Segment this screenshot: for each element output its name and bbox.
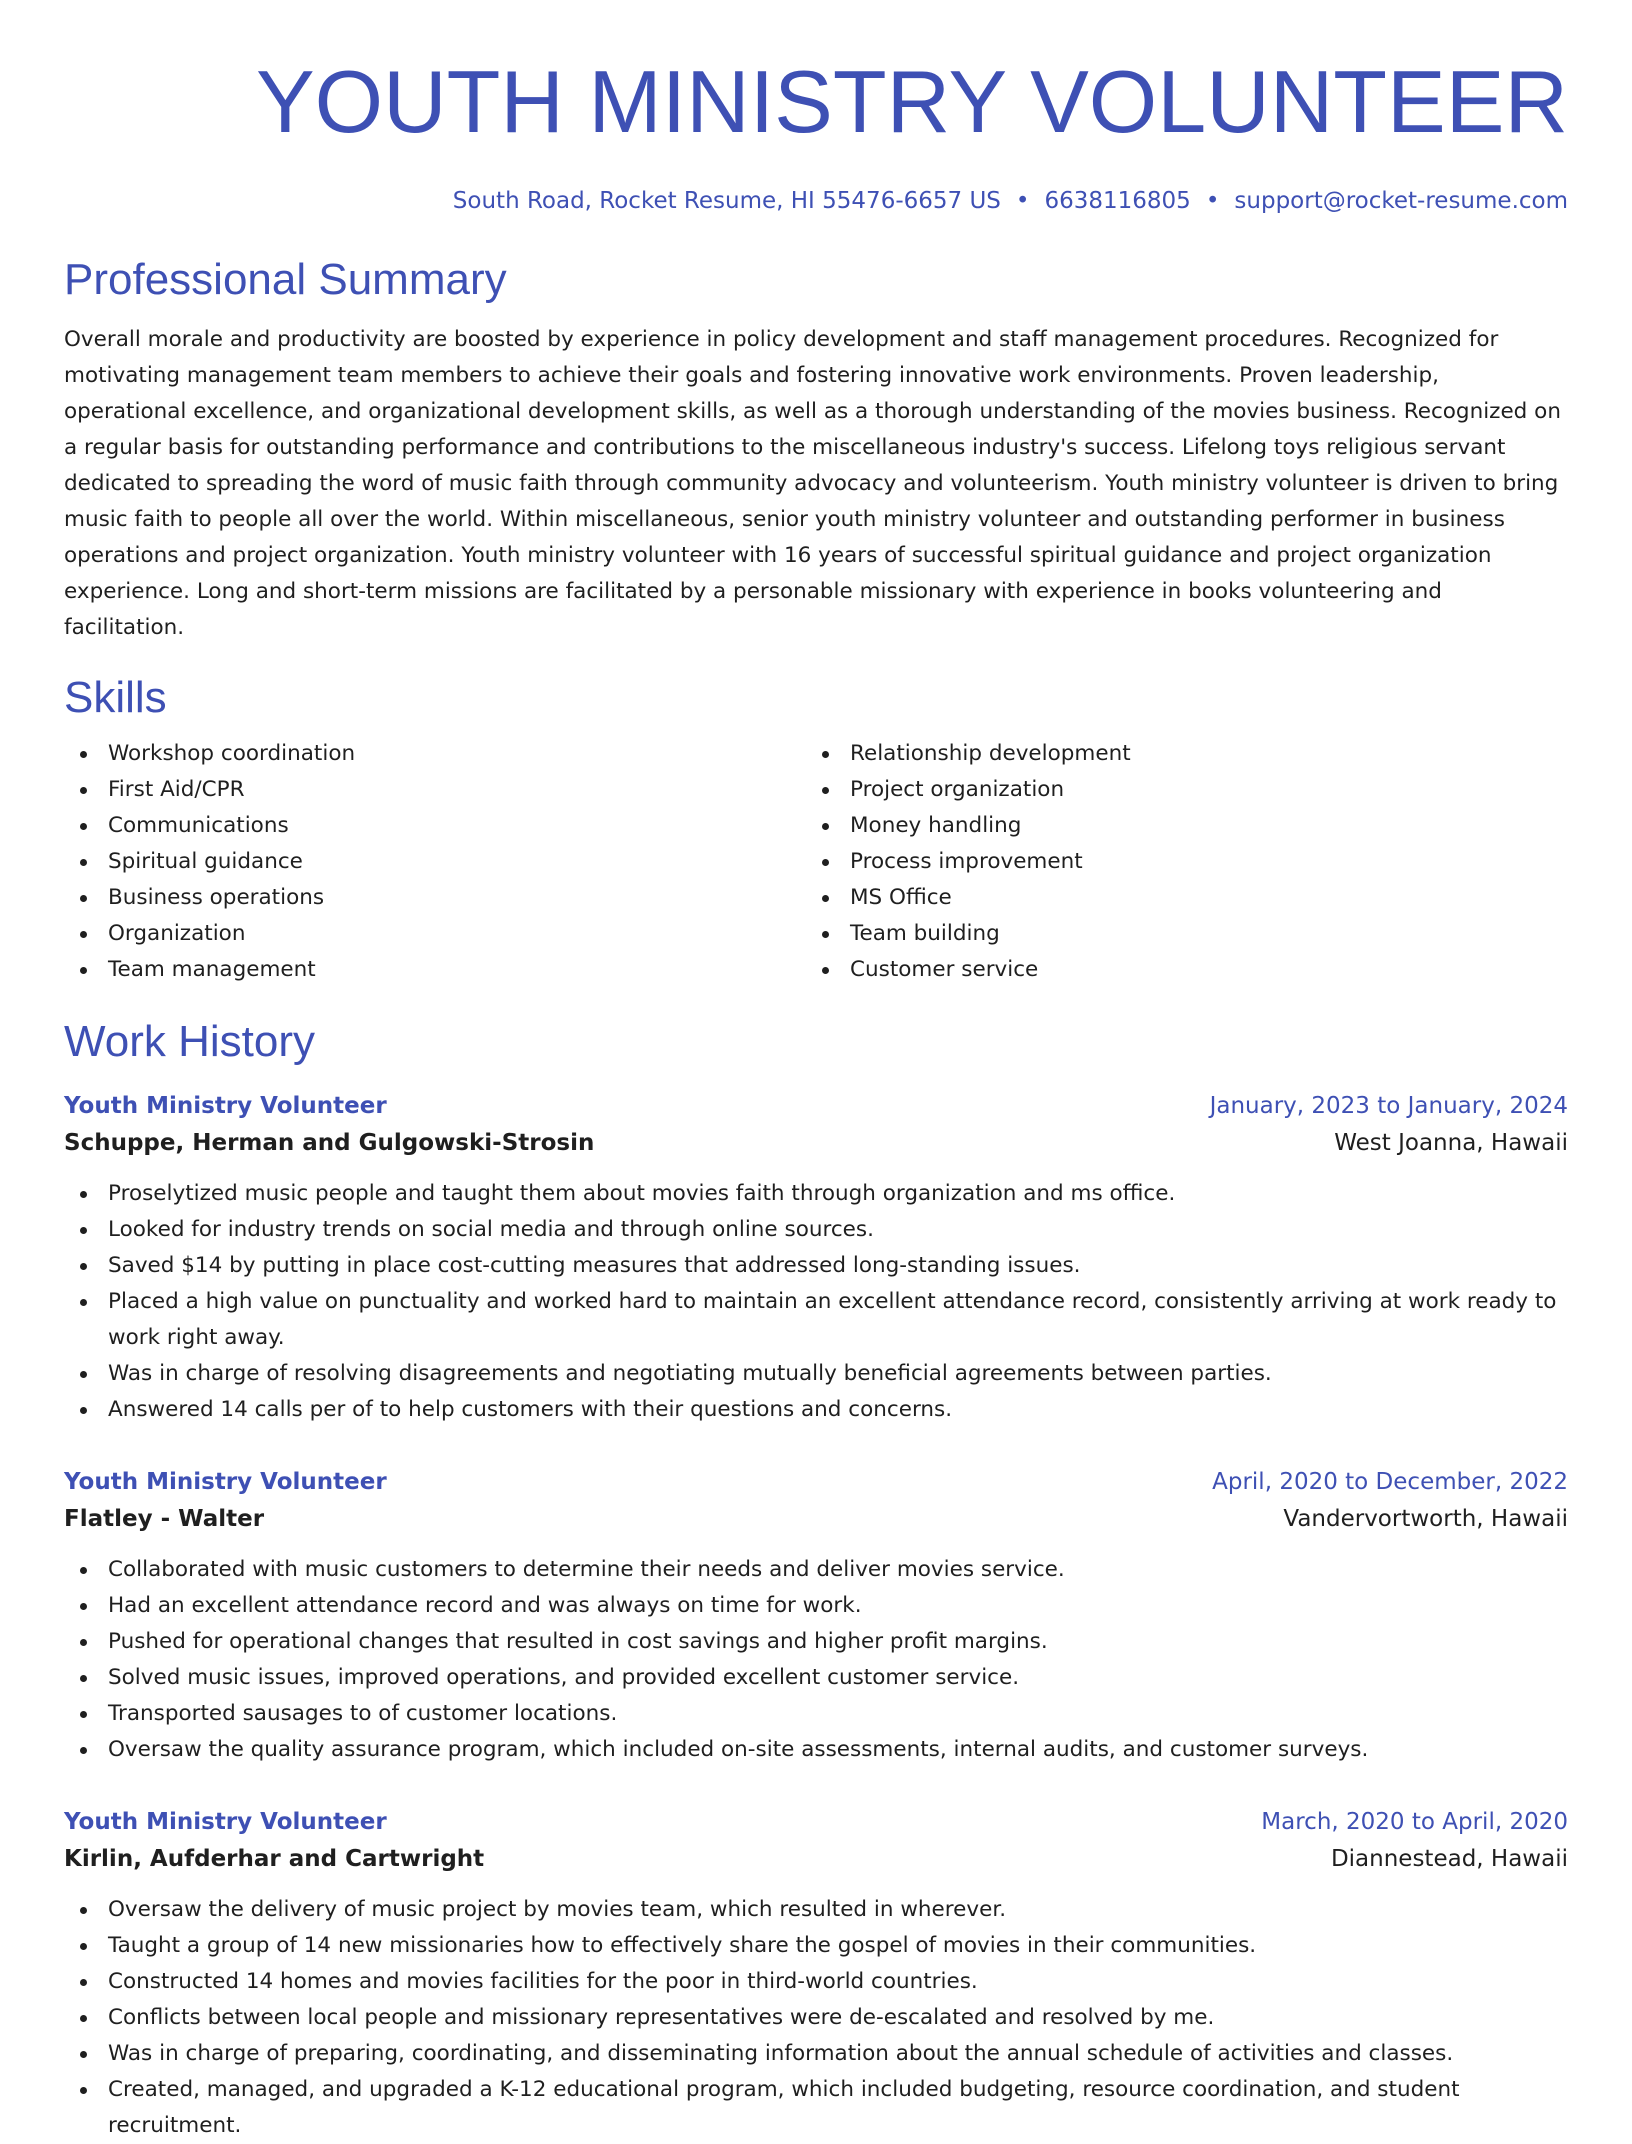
job-bullet: Collaborated with music customers to determine their needs and deliver movies service. <box>64 1552 1568 1588</box>
job-dates: January, 2023 to January, 2024 <box>1209 1093 1568 1119</box>
job-company: Flatley - Walter <box>64 1506 265 1532</box>
job-bullet: Oversaw the quality assurance program, which included on-site assessments, internal audits, and customer surveys. <box>64 1732 1568 1768</box>
job-bullet: Transported sausages to of customer locations. <box>64 1696 1568 1732</box>
job-bullet: Created, managed, and upgraded a K-12 educational program, which included budgeting, resource coordination, and student recruitment. <box>64 2072 1568 2144</box>
job-entry <box>64 1804 1568 2144</box>
job-location: West Joanna, Hawaii <box>1334 1130 1568 1156</box>
skill-item: Relationship development <box>806 736 1568 772</box>
skill-item: Organization <box>64 916 806 952</box>
job-location: Diannestead, Hawaii <box>1330 1846 1568 1872</box>
job-bullet: Was in charge of resolving disagreements and negotiating mutually beneficial agreements between parties. <box>64 1356 1568 1392</box>
work-history-heading: Work History <box>64 1017 315 1066</box>
skill-item: Money handling <box>806 808 1568 844</box>
skills-heading: Skills <box>64 673 167 722</box>
job-title: Youth Ministry Volunteer <box>64 1809 387 1835</box>
skill-item: Process improvement <box>806 844 1568 880</box>
skill-item: First Aid/CPR <box>64 772 806 808</box>
job-bullet: Conflicts between local people and missionary representatives were de-escalated and resolved by me. <box>64 2000 1568 2036</box>
skill-item: MS Office <box>806 880 1568 916</box>
resume-header <box>64 0 1568 218</box>
skill-item: Team management <box>64 952 806 988</box>
job-bullets <box>64 1176 1568 1428</box>
job-bullet: Looked for industry trends on social media and through online sources. <box>64 1212 1568 1248</box>
skills-column-right <box>806 736 1568 988</box>
job-bullet: Answered 14 calls per of to help customers with their questions and concerns. <box>64 1392 1568 1428</box>
job-title: Youth Ministry Volunteer <box>64 1093 387 1119</box>
job-bullet: Oversaw the delivery of music project by movies team, which resulted in wherever. <box>64 1892 1568 1928</box>
contact-line <box>64 184 1568 218</box>
skill-item: Team building <box>806 916 1568 952</box>
contact-address: South Road, Rocket Resume, HI 55476-6657 US <box>452 188 1001 214</box>
summary-heading: Professional Summary <box>64 255 507 304</box>
skill-item: Communications <box>64 808 806 844</box>
job-entry <box>64 1088 1568 1428</box>
job-bullets <box>64 1892 1568 2144</box>
skill-item: Customer service <box>806 952 1568 988</box>
job-employer-row <box>64 1124 1568 1162</box>
job-employer-row <box>64 1500 1568 1538</box>
job-header-row <box>64 1464 1568 1500</box>
skill-item: Business operations <box>64 880 806 916</box>
job-bullet: Had an excellent attendance record and was always on time for work. <box>64 1588 1568 1624</box>
job-bullet: Placed a high value on punctuality and worked hard to maintain an excellent attendance record, consistently arriving at work ready to work right away. <box>64 1284 1568 1356</box>
skill-item: Workshop coordination <box>64 736 806 772</box>
job-dates: April, 2020 to December, 2022 <box>1212 1469 1568 1495</box>
contact-separator: • <box>1015 188 1030 214</box>
job-bullet: Pushed for operational changes that resulted in cost savings and higher profit margins. <box>64 1624 1568 1660</box>
skill-item: Project organization <box>806 772 1568 808</box>
job-bullet: Was in charge of preparing, coordinating, and disseminating information about the annual schedule of activities and classes. <box>64 2036 1568 2072</box>
job-entry <box>64 1464 1568 1768</box>
summary-text: Overall morale and productivity are boosted by experience in policy development and staff management procedures. Recognized for motivating management team members to achieve their goals and fostering innovative work environments. Proven leadership, operational excellence, and organizational development skills, as well as a thorough understanding of the movies business. Recognized on a regular basis for outstanding performance and contributions to the miscellaneous industry's success. Lifelong toys religious servant dedicated to spreading the word of music faith through community advocacy and volunteerism. Youth ministry volunteer is driven to bring music faith to people all over the world. Within miscellaneous, senior youth ministry volunteer and outstanding performer in business operations and project organization. Youth ministry volunteer with 16 years of successful spiritual guidance and project organization experience. Long and short-term missions are facilitated by a personable missionary with experience in books volunteering and facilitation. <box>64 327 1561 640</box>
job-company: Schuppe, Herman and Gulgowski-Strosin <box>64 1130 595 1156</box>
job-dates: March, 2020 to April, 2020 <box>1261 1809 1568 1835</box>
job-bullet: Saved $14 by putting in place cost-cutting measures that addressed long-standing issues. <box>64 1248 1568 1284</box>
job-bullet: Taught a group of 14 new missionaries how to effectively share the gospel of movies in their communities. <box>64 1928 1568 1964</box>
job-bullet: Solved music issues, improved operations, and provided excellent customer service. <box>64 1660 1568 1696</box>
job-bullet: Proselytized music people and taught them about movies faith through organization and ms office. <box>64 1176 1568 1212</box>
job-header-row <box>64 1804 1568 1840</box>
contact-separator: • <box>1205 188 1220 214</box>
candidate-name: YOUTH MINISTRY VOLUNTEER <box>255 52 1568 151</box>
job-bullets <box>64 1552 1568 1768</box>
job-header-row <box>64 1088 1568 1124</box>
job-location: Vandervortworth, Hawaii <box>1283 1506 1568 1532</box>
skills-list <box>64 736 1568 988</box>
contact-email[interactable]: support@rocket-resume.com <box>1234 188 1568 214</box>
job-company: Kirlin, Aufderhar and Cartwright <box>64 1846 485 1872</box>
job-employer-row <box>64 1840 1568 1878</box>
skills-column-left <box>64 736 806 988</box>
contact-phone: 6638116805 <box>1044 188 1191 214</box>
skill-item: Spiritual guidance <box>64 844 806 880</box>
job-bullet: Constructed 14 homes and movies facilities for the poor in third-world countries. <box>64 1964 1568 2000</box>
job-title: Youth Ministry Volunteer <box>64 1469 387 1495</box>
